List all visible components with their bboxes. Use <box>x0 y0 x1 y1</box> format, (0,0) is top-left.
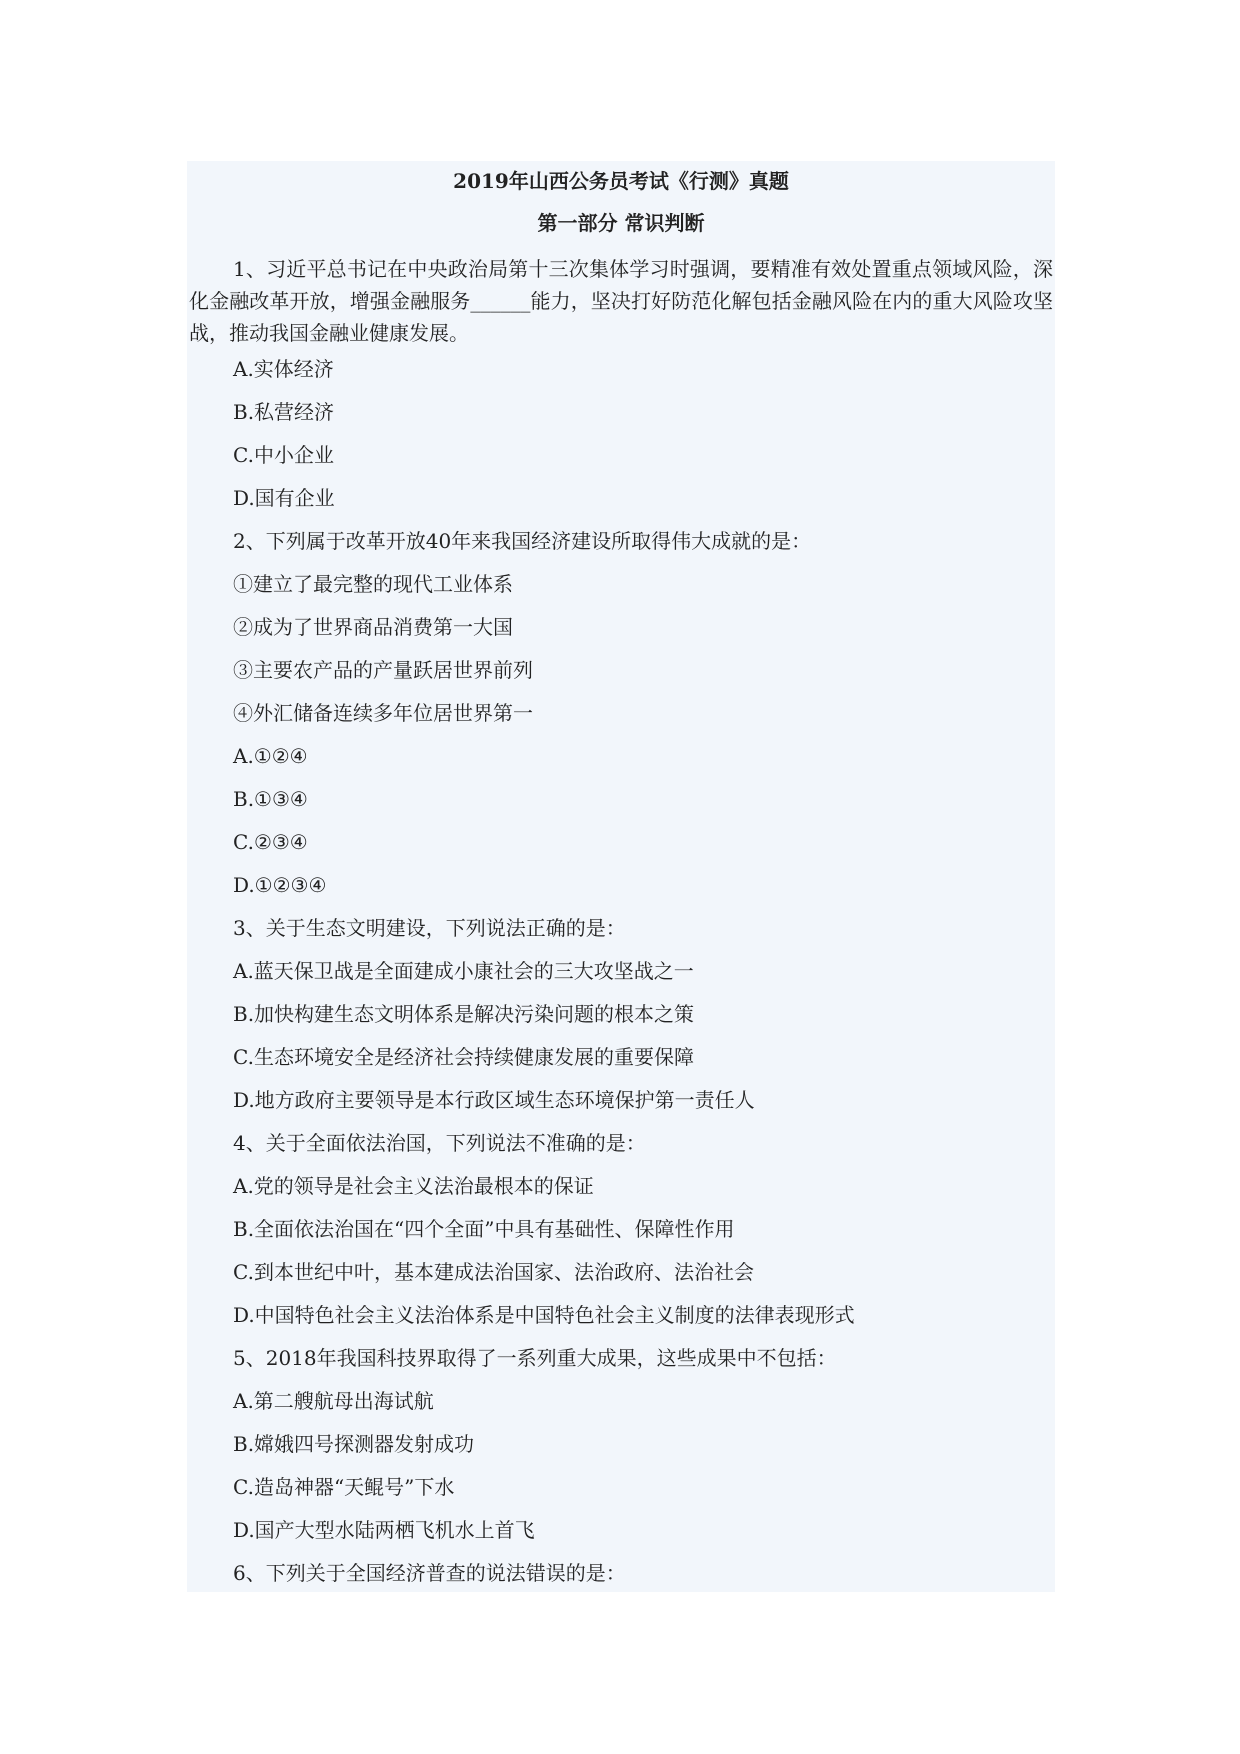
q4-option-d: D.中国特色社会主义法治体系是中国特色社会主义制度的法律表现形式 <box>233 1303 855 1327</box>
question-5-stem: 5、2018年我国科技界取得了一系列重大成果，这些成果中不包括： <box>233 1346 837 1370</box>
question-2-stem: 2、下列属于改革开放40年来我国经济建设所取得伟大成就的是： <box>233 529 812 553</box>
q3-option-b: B.加快构建生态文明体系是解决污染问题的根本之策 <box>233 1002 695 1026</box>
q3-option-a: A.蓝天保卫战是全面建成小康社会的三大攻坚战之一 <box>233 959 694 983</box>
q3-option-d: D.地方政府主要领导是本行政区域生态环境保护第一责任人 <box>233 1088 755 1112</box>
q1-option-d: D.国有企业 <box>233 486 335 510</box>
q2-statement-1: ①建立了最完整的现代工业体系 <box>233 572 513 596</box>
q1-option-b: B.私营经济 <box>233 400 335 424</box>
q2-statement-4: ④外汇储备连续多年位居世界第一 <box>233 701 533 725</box>
q4-option-c: C.到本世纪中叶，基本建成法治国家、法治政府、法治社会 <box>233 1260 754 1284</box>
question-6-stem: 6、下列关于全国经济普查的说法错误的是： <box>233 1561 626 1585</box>
q1-option-a: A.实体经济 <box>233 357 334 381</box>
section-heading: 第一部分 常识判断 <box>537 211 705 235</box>
q2-option-a: A.①②④ <box>233 744 308 768</box>
question-4-stem: 4、关于全面依法治国，下列说法不准确的是： <box>233 1131 646 1155</box>
q2-option-b: B.①③④ <box>233 787 308 811</box>
q2-statement-3: ③主要农产品的产量跃居世界前列 <box>233 658 533 682</box>
q5-option-d: D.国产大型水陆两栖飞机水上首飞 <box>233 1518 535 1542</box>
q5-option-a: A.第二艘航母出海试航 <box>233 1389 434 1413</box>
question-1-stem: 1、习近平总书记在中央政治局第十三次集体学习时强调，要精准有效处置重点领域风险，深化金融改革开放，增强金融服务______能力，坚决打好防范化解包括金融风险在内的重大风险攻坚战，推动我国金融业健康发展。 <box>189 257 1053 345</box>
document-content <box>187 161 1055 1592</box>
q4-option-a: A.党的领导是社会主义法治最根本的保证 <box>233 1174 594 1198</box>
document-title: 2019年山西公务员考试《行测》真题 <box>453 169 789 193</box>
q2-option-c: C.②③④ <box>233 830 308 854</box>
q5-option-b: B.嫦娥四号探测器发射成功 <box>233 1432 475 1456</box>
q4-option-b: B.全面依法治国在“四个全面”中具有基础性、保障性作用 <box>233 1217 735 1241</box>
q2-statement-2: ②成为了世界商品消费第一大国 <box>233 615 513 639</box>
q3-option-c: C.生态环境安全是经济社会持续健康发展的重要保障 <box>233 1045 694 1069</box>
q5-option-c: C.造岛神器“天鲲号”下水 <box>233 1475 455 1499</box>
question-3-stem: 3、关于生态文明建设，下列说法正确的是： <box>233 916 626 940</box>
q2-option-d: D.①②③④ <box>233 873 327 897</box>
q1-option-c: C.中小企业 <box>233 443 334 467</box>
